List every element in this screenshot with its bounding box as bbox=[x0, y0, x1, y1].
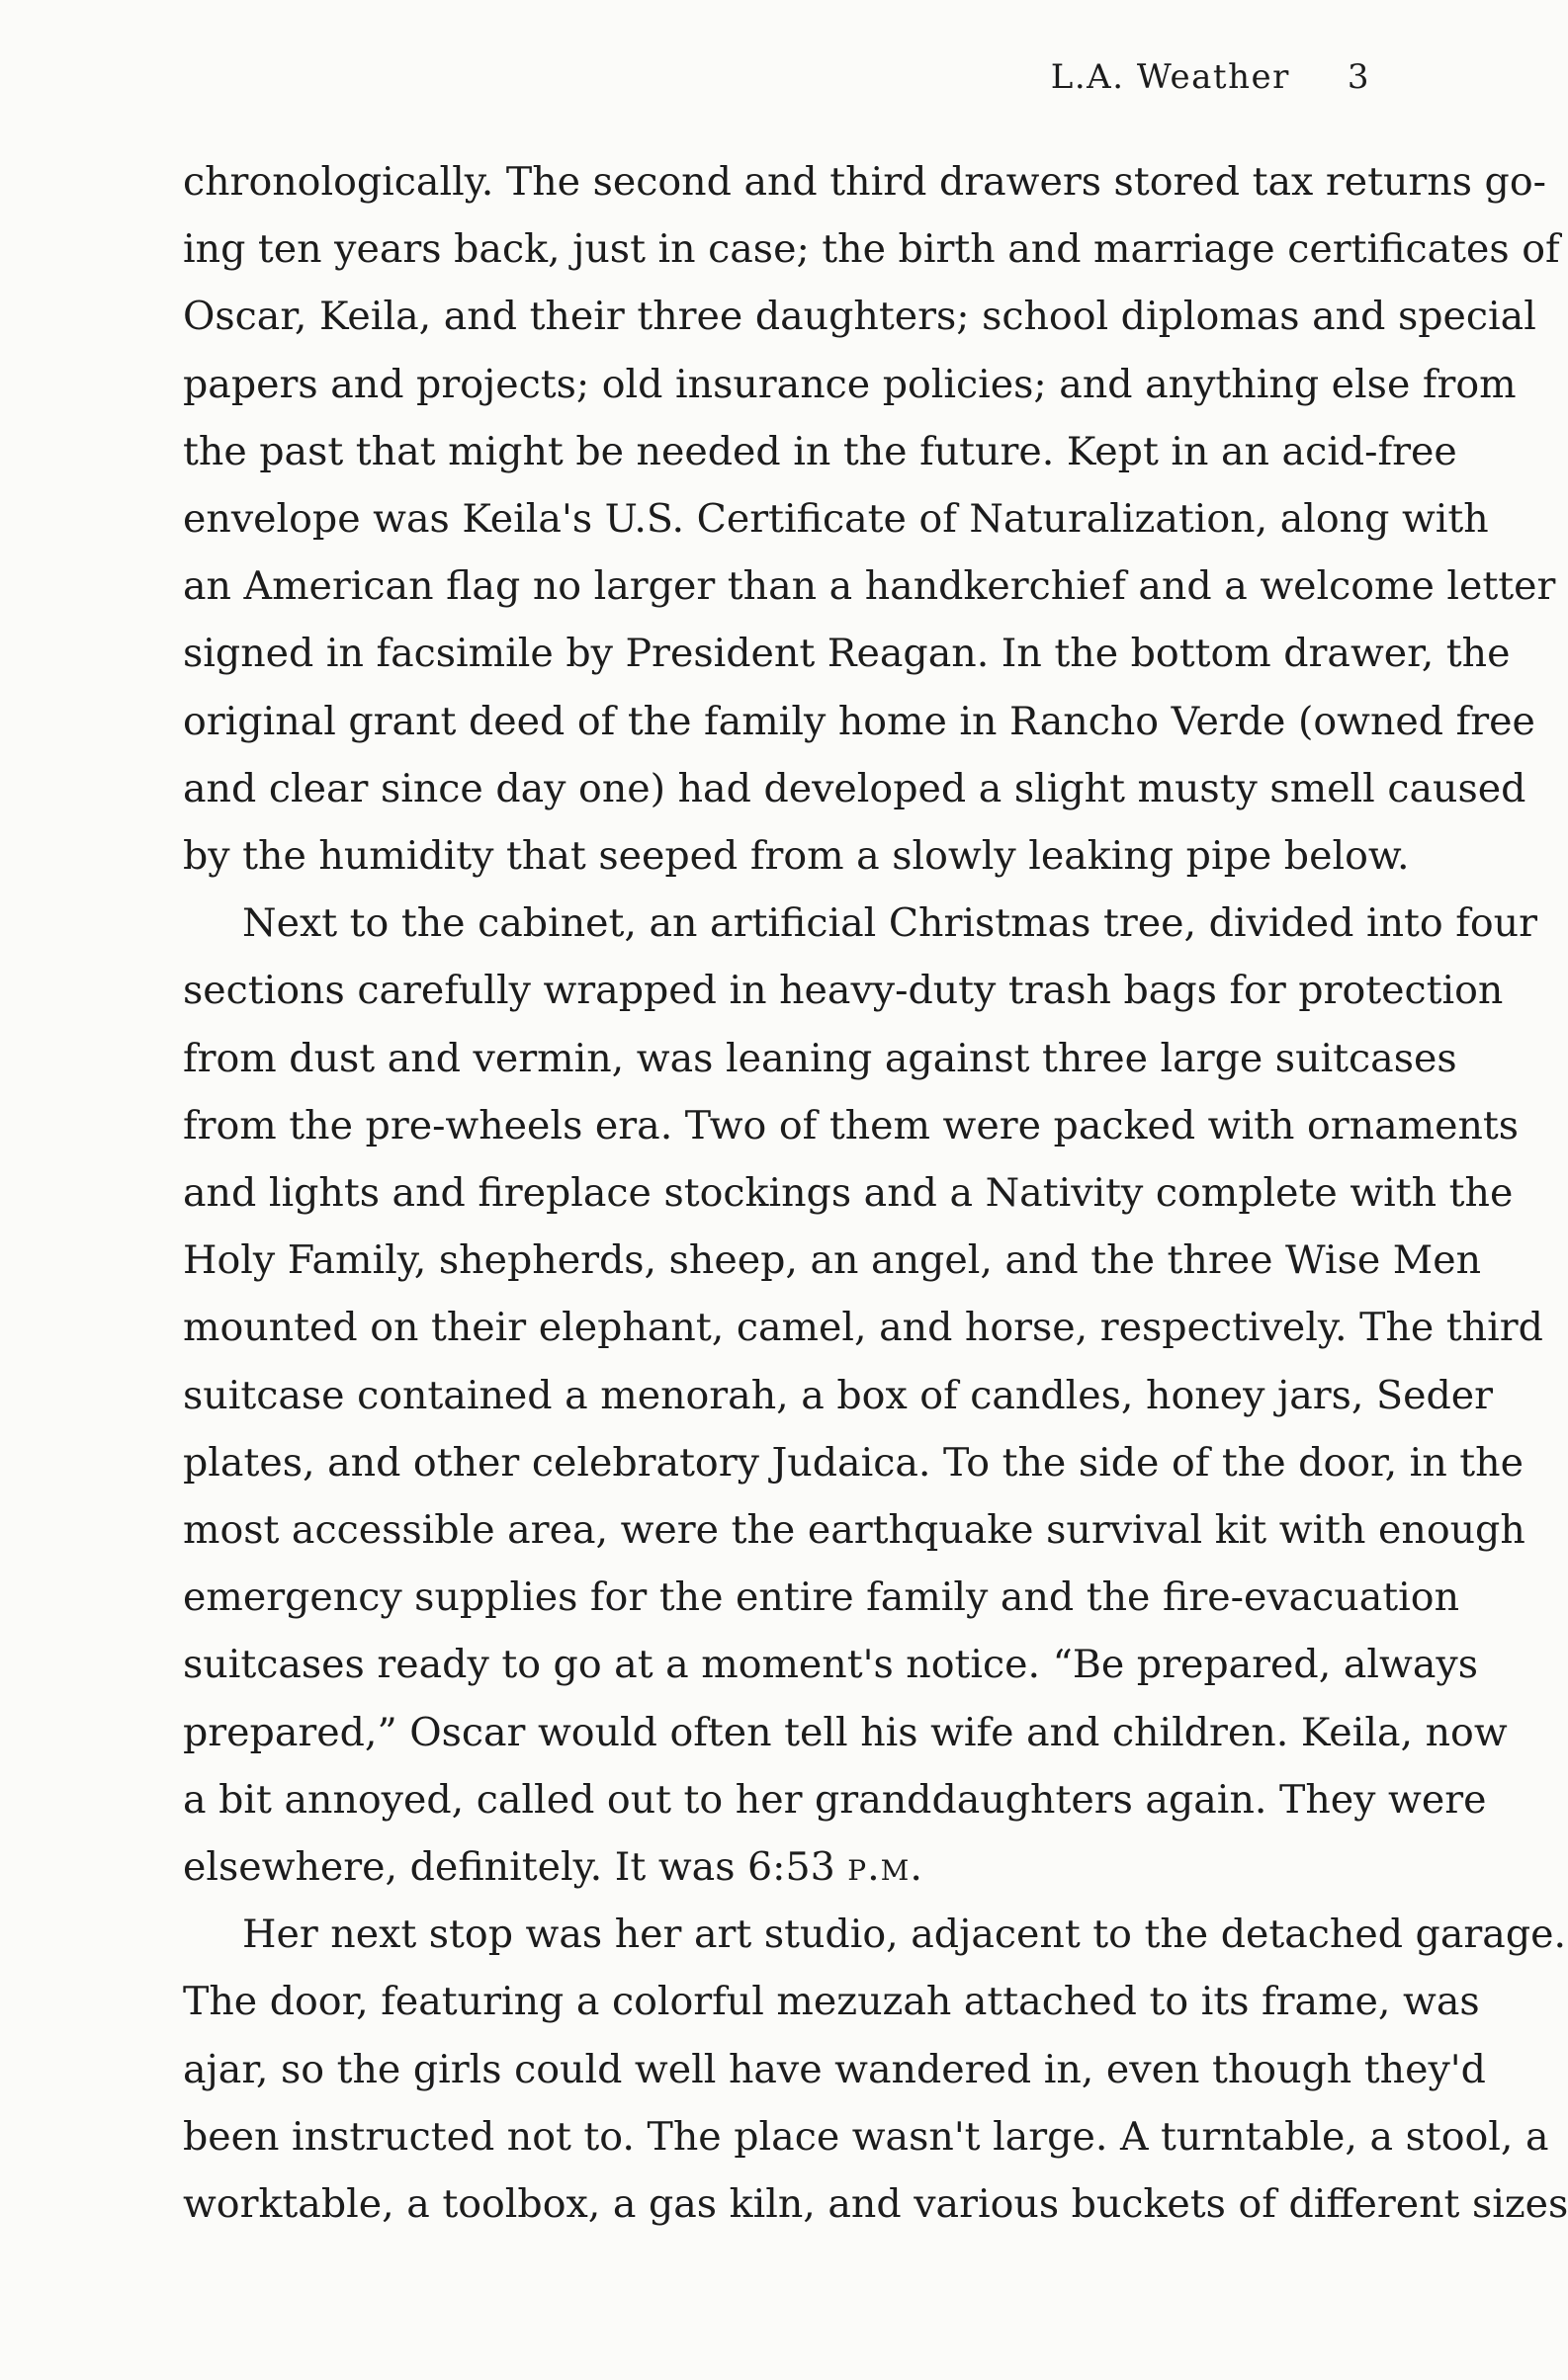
paragraph-3 bbox=[183, 1901, 1568, 2238]
text-line: ajar, so the girls could well have wandered in, even though they'd bbox=[183, 2046, 1486, 2092]
text-line: emergency supplies for the entire family and the fire-evacuation bbox=[183, 1574, 1460, 1621]
text-line: mounted on their elephant, camel, and horse, respectively. The third bbox=[183, 1305, 1543, 1351]
running-title: L.A. Weather bbox=[1050, 57, 1290, 97]
text-line: an American flag no larger than a handkerchief and a welcome letter bbox=[183, 563, 1556, 610]
text-line: Her next stop was her art studio, adjacent to the detached garage. bbox=[242, 1912, 1567, 1958]
body-text bbox=[183, 148, 1568, 2238]
text-line: suitcases ready to go at a moment's notice. “Be prepared, always bbox=[183, 1642, 1478, 1688]
text-line: papers and projects; old insurance policies; and anything else from bbox=[183, 361, 1517, 407]
time-suffix: p.m. bbox=[847, 1844, 923, 1891]
text-line: Oscar, Keila, and their three daughters; school diplomas and special bbox=[183, 294, 1536, 340]
paragraph-1 bbox=[183, 148, 1560, 890]
text-line: a bit annoyed, called out to her granddaughters again. They were bbox=[183, 1776, 1487, 1823]
text-line: plates, and other celebratory Judaica. To the side of the door, in the bbox=[183, 1439, 1524, 1486]
text-line: Holy Family, shepherds, sheep, an angel, and the three Wise Men bbox=[183, 1237, 1482, 1284]
text-line: suitcase contained a menorah, a box of candles, honey jars, Seder bbox=[183, 1372, 1493, 1418]
text-line: signed in facsimile by President Reagan. In the bottom drawer, the bbox=[183, 631, 1511, 677]
text-line: from dust and vermin, was leaning against three large suitcases bbox=[183, 1035, 1457, 1081]
text-line: envelope was Keila's U.S. Certificate of Naturalization, along with bbox=[183, 496, 1489, 543]
paragraph-2 bbox=[183, 890, 1543, 1901]
text-line: by the humidity that seeped from a slowly leaking pipe below. bbox=[183, 833, 1410, 880]
text-line: worktable, a toolbox, a gas kiln, and various buckets of different sizes bbox=[183, 2181, 1568, 2228]
text-line: been instructed not to. The place wasn't large. A turntable, a stool, a bbox=[183, 2113, 1549, 2160]
text-line-prefix: elsewhere, definitely. It was 6:53 bbox=[183, 1844, 848, 1891]
text-line: from the pre-wheels era. Two of them were packed with ornaments bbox=[183, 1102, 1520, 1148]
text-line: sections carefully wrapped in heavy-duty trash bags for protection bbox=[183, 968, 1504, 1014]
text-line: most accessible area, were the earthquake survival kit with enough bbox=[183, 1507, 1525, 1554]
text-line: and clear since day one) had developed a slight musty smell caused bbox=[183, 765, 1526, 811]
page-number: 3 bbox=[1347, 57, 1370, 97]
text-line: prepared,” Oscar would often tell his wife and children. Keila, now bbox=[183, 1709, 1508, 1755]
text-line: original grant deed of the family home in Rancho Verde (owned free bbox=[183, 698, 1535, 744]
text-line: Next to the cabinet, an artificial Christmas tree, divided into four bbox=[242, 900, 1537, 947]
text-line: and lights and fireplace stockings and a Nativity complete with the bbox=[183, 1170, 1514, 1217]
text-line bbox=[183, 1833, 1374, 1901]
text-line: chronologically. The second and third drawers stored tax returns go- bbox=[183, 159, 1546, 205]
text-line: The door, featuring a colorful mezuzah attached to its frame, was bbox=[183, 1979, 1480, 2025]
running-head bbox=[1051, 55, 1370, 99]
text-line: the past that might be needed in the future. Kept in an acid-free bbox=[183, 428, 1457, 474]
text-line: ing ten years back, just in case; the birth and marriage certificates of bbox=[183, 226, 1560, 273]
